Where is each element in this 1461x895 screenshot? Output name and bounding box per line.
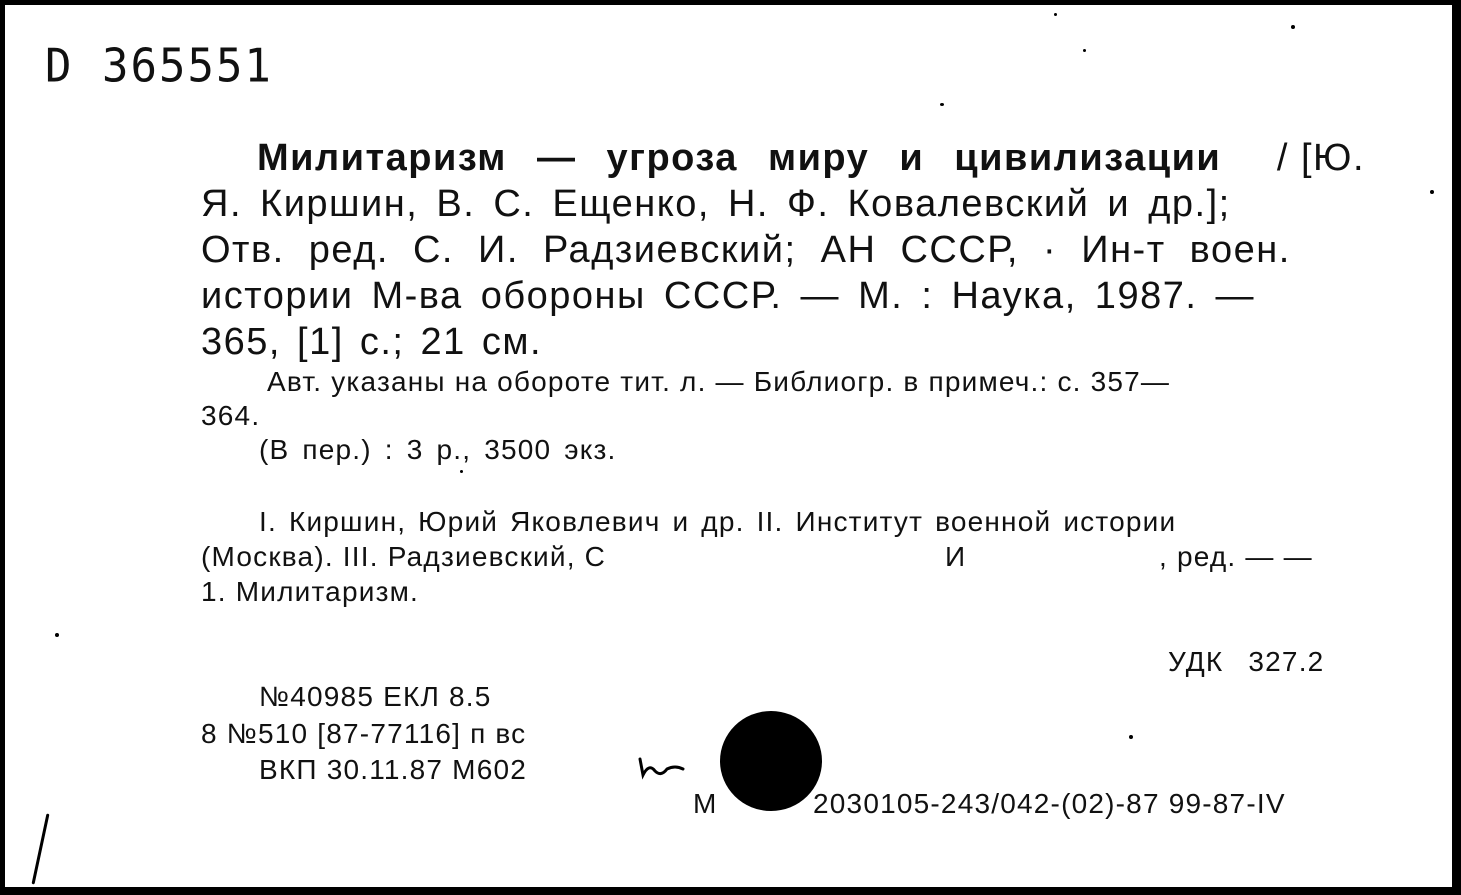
- speck: [1129, 735, 1133, 739]
- tracing-line-3: 1. Милитаризм.: [201, 576, 420, 607]
- tracing-line-2c: , ред. — —: [1159, 541, 1313, 572]
- punch-hole: [720, 711, 822, 811]
- speck: [1083, 49, 1086, 52]
- shelf-mark: D 365551: [45, 39, 273, 94]
- entry-line-5: 365, [1] с.; 21 см.: [201, 321, 543, 363]
- speck: [940, 103, 944, 106]
- note-line-2: 364.: [201, 400, 261, 431]
- entry-title-tail: / [Ю.: [1276, 137, 1365, 179]
- handwritten-mark-icon: [637, 755, 687, 781]
- udk-code: УДК 327.2: [1168, 646, 1325, 677]
- catalog-code: 2030105-243/042-(02)-87 99-87-IV: [813, 788, 1286, 819]
- entry-title: Милитаризм — угроза миру и цивилизации: [257, 137, 1222, 179]
- vkp-date: ВКП 30.11.87 М602: [259, 754, 528, 785]
- tracing-line-1: I. Киршин, Юрий Яковлевич и др. II. Институт военной истории: [259, 506, 1177, 537]
- catalog-code-prefix: М: [693, 788, 718, 819]
- speck: [460, 470, 463, 473]
- ekl-number: №40985 ЕКЛ 8.5: [259, 681, 492, 712]
- order-number: 8 №510 [87-77116] п вс: [201, 718, 527, 749]
- catalog-card: [3, 3, 1454, 889]
- note-line-1: Авт. указаны на обороте тит. л. — Библиогр. в примеч.: с. 357—: [267, 366, 1171, 397]
- speck: [1291, 25, 1295, 29]
- tracing-line-2a: (Москва). III. Радзиевский, С: [201, 541, 607, 572]
- price-line: (В пер.) : 3 р., 3500 экз.: [259, 434, 617, 465]
- speck: [55, 633, 59, 637]
- entry-line-4: истории М-ва обороны СССР. — М. : Наука, 1987. —: [201, 275, 1255, 317]
- speck: [1054, 13, 1057, 16]
- pencil-stroke: [32, 813, 50, 884]
- tracing-line-2b: И: [945, 541, 967, 572]
- entry-line-2: Я. Киршин, В. С. Ещенко, Н. Ф. Ковалевский и др.];: [201, 183, 1231, 225]
- entry-line-3: Отв. ред. С. И. Радзиевский; АН СССР, · Ин-т воен.: [201, 229, 1291, 271]
- speck: [1430, 190, 1434, 194]
- entry-line-1: [257, 135, 1365, 181]
